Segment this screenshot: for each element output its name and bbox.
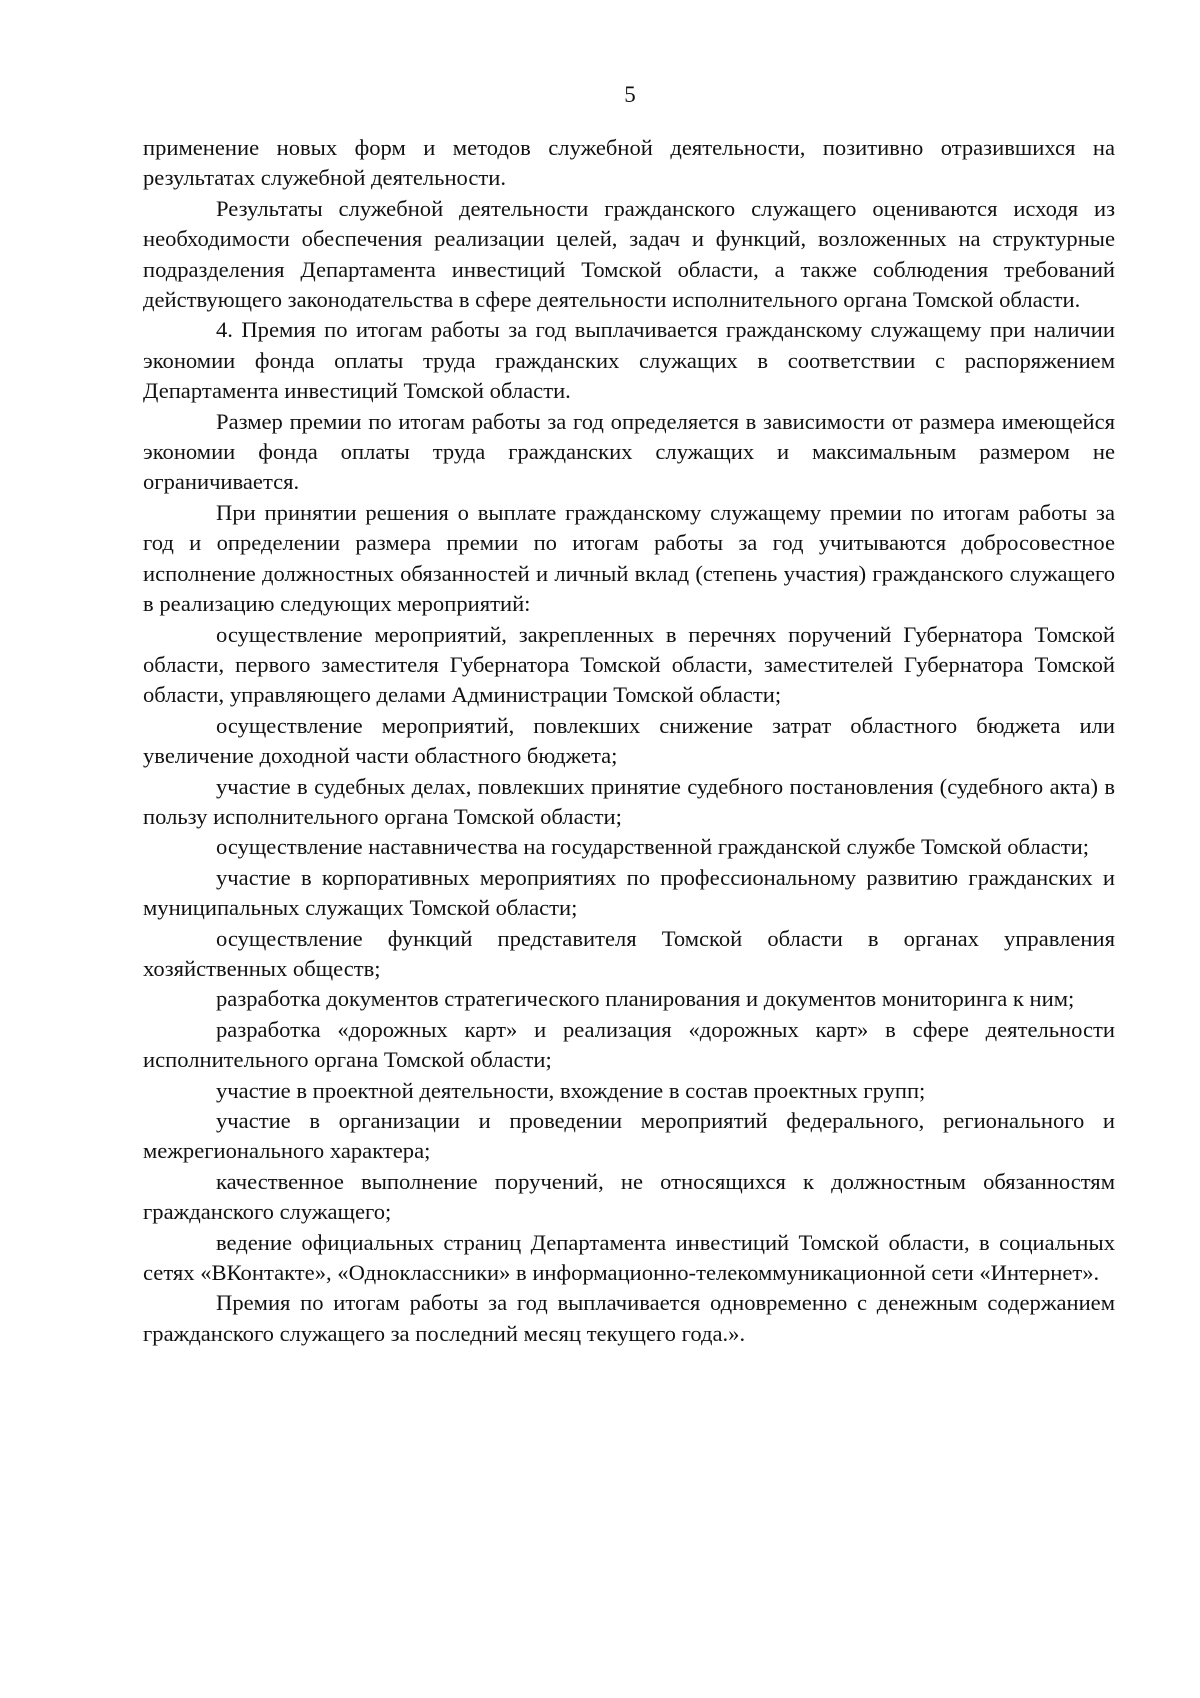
paragraph-5: При принятии решения о выплате гражданскому служащему премии по итогам работы за год и определении размера премии по итогам работы за год учитываются добросовестное исполнение должностных обязанностей и личный вклад (степень участия) гражданского служащего в реализацию следующих мероприятий: [143,499,1115,617]
list-item-3: участие в судебных делах, повлекших принятие судебного постановления (судебного акта) в пользу исполнительного органа Томской области; [143,773,1115,829]
document-body [143,133,1115,1349]
paragraph-4: Размер премии по итогам работы за год определяется в зависимости от размера имеющейся экономии фонда оплаты труда гражданских служащих и максимальным размером не ограничивается. [143,408,1115,495]
paragraph-1: применение новых форм и методов служебной деятельности, позитивно отразившихся на результатах служебной деятельности. [143,135,1115,191]
list-item-12: ведение официальных страниц Департамента инвестиций Томской области, в социальных сетях «ВКонтакте», «Одноклассники» в информационно-телекоммуникационной сети «Интернет». [143,1229,1115,1286]
closing-paragraph: Премия по итогам работы за год выплачивается одновременно с денежным содержанием гражданского служащего за последний месяц текущего года.». [143,1290,1115,1346]
list-item-6: осуществление функций представителя Томской области в органах управления хозяйственных обществ; [143,925,1115,981]
list-item-2: осуществление мероприятий, повлекших снижение затрат областного бюджета или увеличение доходной части областного бюджета; [143,712,1115,769]
list-item-4: осуществление наставничества на государственной гражданской службе Томской области; [216,834,1089,860]
list-item-7: разработка документов стратегического планирования и документов мониторинга к ним; [216,986,1075,1012]
list-item-1: осуществление мероприятий, закрепленных в перечнях поручений Губернатора Томской области, первого заместителя Губернатора Томской области, заместителей Губернатора Томской области, управляющего делами Администрации Томской области; [143,621,1115,708]
paragraph-3: 4. Премия по итогам работы за год выплачивается гражданскому служащему при наличии экономии фонда оплаты труда гражданских служащих в соответствии с распоряжением Департамента инвестиций Томской области. [143,317,1115,404]
list-item-8: разработка «дорожных карт» и реализация «дорожных карт» в сфере деятельности исполнительного органа Томской области; [143,1016,1115,1073]
list-item-11: качественное выполнение поручений, не относящихся к должностным обязанностям гражданского служащего; [143,1168,1115,1225]
list-item-9: участие в проектной деятельности, вхождение в состав проектных групп; [216,1077,926,1103]
page-number: 5 [624,82,636,107]
list-item-5: участие в корпоративных мероприятиях по профессиональному развитию гражданских и муниципальных служащих Томской области; [143,864,1115,921]
list-item-10: участие в организации и проведении мероприятий федерального, регионального и межрегионального характера; [143,1108,1115,1164]
paragraph-2: Результаты служебной деятельности гражданского служащего оцениваются исходя из необходимости обеспечения реализации целей, задач и функций, возложенных на структурные подразделения Департамента инвестиций Томской области, а также соблюдения требований действующего законодательства в сфере деятельности исполнительного органа Томской области. [143,195,1115,313]
